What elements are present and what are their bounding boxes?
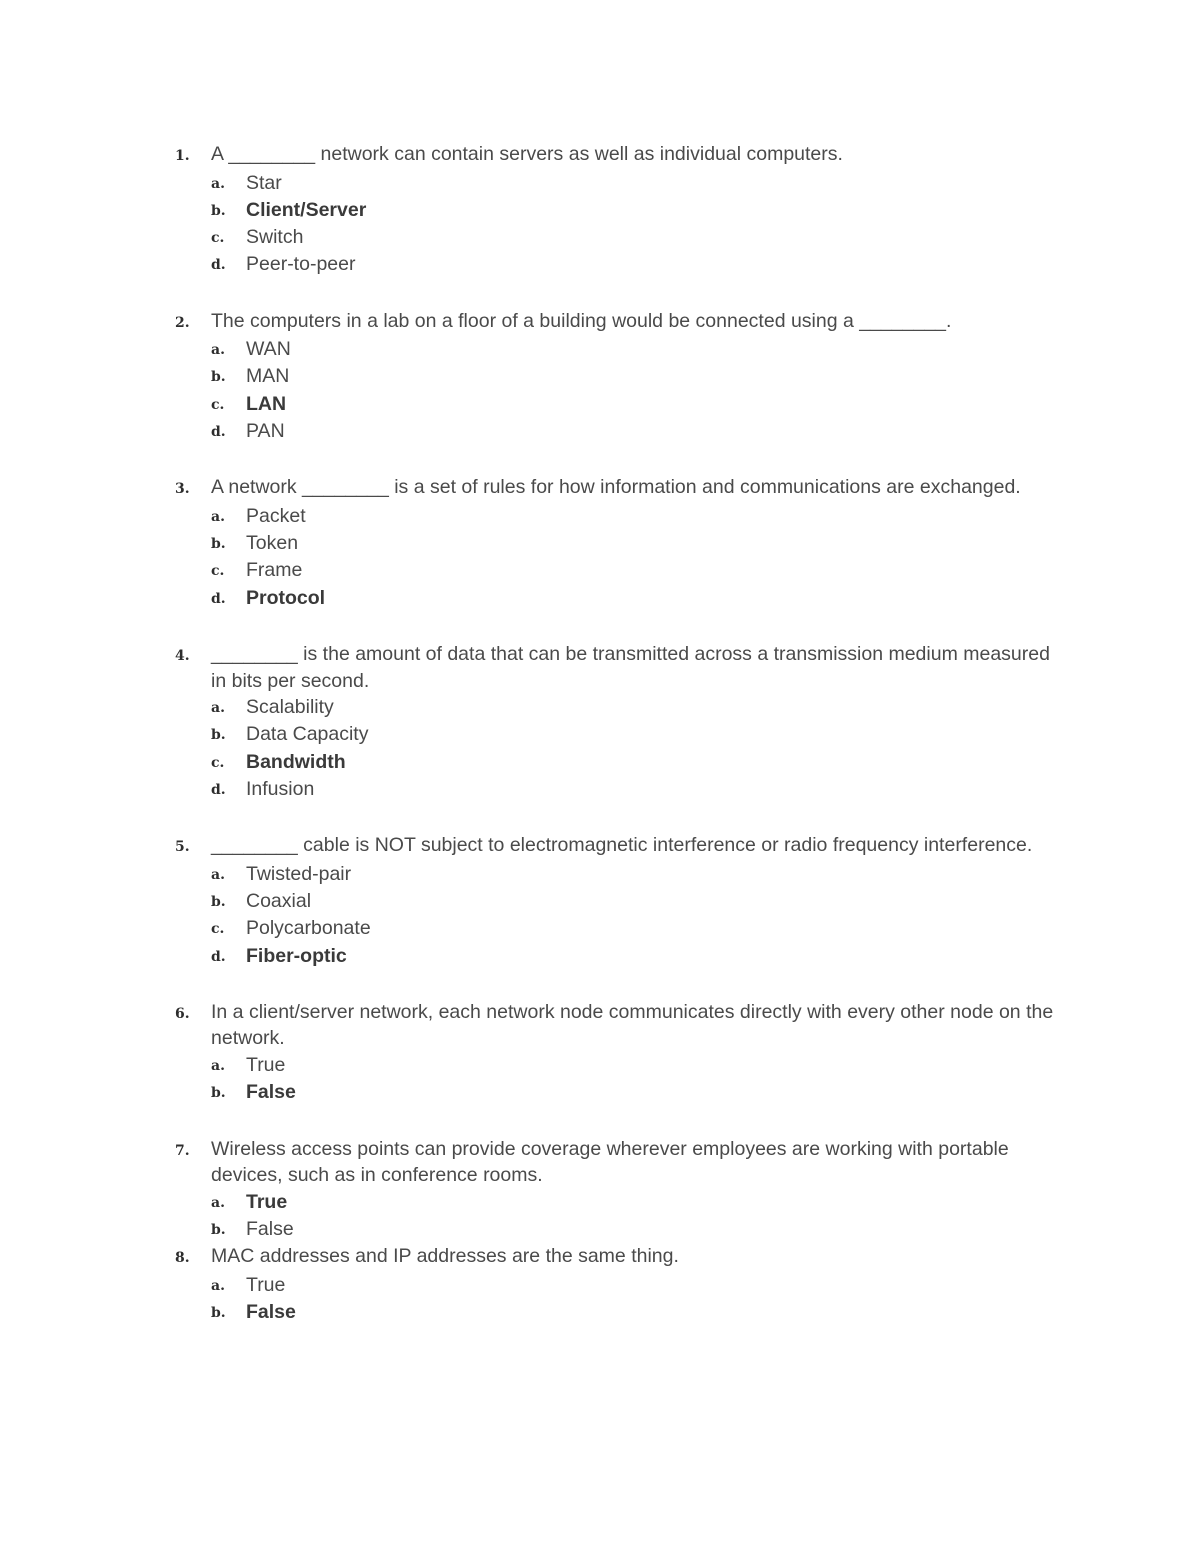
option-c [211,557,1075,584]
option-list [175,1272,1075,1327]
question-5 [175,832,1075,970]
option-text: Switch [246,226,304,249]
option-a [211,170,1075,197]
option-c [211,915,1075,942]
option-letter: b. [211,1085,226,1102]
option-text: True [246,1273,286,1296]
question-3 [175,474,1075,612]
option-b [211,530,1075,557]
option-list [175,861,1075,970]
question-text: ________ is the amount of data that can be transmitted across a transmission medium measured in bits per second. [211,643,1050,692]
question-number: 5. [175,839,190,856]
option-letter: c. [211,754,225,771]
option-text-correct: Client/Server [246,198,367,221]
option-list [175,1189,1075,1244]
question-text: A network ________ is a set of rules for how information and communications are exchanged. [211,476,1021,499]
quiz-list [175,141,1075,1326]
option-letter: d. [211,590,226,607]
option-text-correct: Protocol [246,586,326,609]
question-number: 8. [175,1250,190,1267]
option-text: Token [246,532,299,555]
option-list [175,694,1075,803]
question-text: ________ cable is NOT subject to electromagnetic interference or radio frequency interference. [211,834,1033,857]
option-text: Frame [246,559,303,582]
option-letter: d. [211,948,226,965]
option-d [211,943,1075,970]
option-letter: b. [211,894,226,911]
option-list [175,336,1075,445]
question-text: The computers in a lab on a floor of a building would be connected using a ________. [211,309,952,332]
option-letter: a. [211,508,225,525]
option-text: Star [246,171,282,194]
option-c [211,749,1075,776]
option-a [211,1052,1075,1079]
option-a [211,694,1075,721]
question-row [175,1243,1075,1272]
option-letter: c. [211,230,225,247]
option-b [211,1299,1075,1326]
option-text: Polycarbonate [246,917,371,940]
option-letter: b. [211,1221,226,1238]
option-letter: b. [211,727,226,744]
question-row [175,1136,1075,1189]
question-row [175,641,1075,694]
option-letter: b. [211,202,226,219]
question-2 [175,308,1075,446]
question-1 [175,141,1075,279]
option-letter: c. [211,921,225,938]
option-text: Twisted-pair [246,862,352,885]
option-letter: d. [211,424,226,441]
question-row [175,141,1075,170]
option-d [211,585,1075,612]
question-row [175,308,1075,337]
option-list [175,170,1075,279]
option-letter: d. [211,257,226,274]
question-6 [175,999,1075,1107]
option-a [211,1189,1075,1216]
question-text: In a client/server network, each network node communicates directly with every other node on the network. [211,1000,1054,1050]
option-text: True [246,1053,286,1076]
option-b [211,1079,1075,1106]
option-text: PAN [246,420,285,443]
option-text: Packet [246,504,306,527]
option-letter: a. [211,342,225,359]
question-8 [175,1243,1075,1326]
option-letter: b. [211,536,226,553]
option-b [211,197,1075,224]
question-row [175,474,1075,503]
option-letter: c. [211,563,225,580]
option-text-correct: LAN [246,392,287,415]
option-text: WAN [246,338,291,361]
question-row [175,999,1075,1052]
option-text-correct: True [246,1190,288,1213]
option-letter: a. [211,866,225,883]
option-d [211,251,1075,278]
question-number: 6. [175,1005,190,1022]
option-text-correct: False [246,1300,296,1323]
option-list [175,1052,1075,1107]
option-text: Infusion [246,777,315,800]
option-text: MAN [246,365,290,388]
option-a [211,503,1075,530]
option-text: Coaxial [246,890,312,913]
option-list [175,503,1075,612]
question-text: A ________ network can contain servers as well as individual computers. [211,143,843,165]
option-c [211,224,1075,251]
question-4 [175,641,1075,803]
option-text: Scalability [246,696,334,719]
option-text: Data Capacity [246,723,369,746]
question-number: 1. [175,148,190,164]
question-number: 2. [175,314,190,331]
option-letter: a. [211,1277,225,1294]
option-letter: a. [211,700,225,717]
option-letter: c. [211,396,225,413]
question-number: 4. [175,648,190,665]
option-b [211,1216,1075,1243]
option-text-correct: False [246,1081,296,1104]
question-row [175,832,1075,861]
option-a [211,336,1075,363]
option-b [211,888,1075,915]
question-number: 7. [175,1142,190,1159]
option-text-correct: Bandwidth [246,750,346,773]
option-c [211,391,1075,418]
option-letter: a. [211,175,225,192]
option-letter: d. [211,781,226,798]
option-text: False [246,1217,294,1240]
question-7 [175,1136,1075,1244]
question-text: MAC addresses and IP addresses are the same thing. [211,1245,679,1268]
question-number: 3. [175,481,190,498]
option-letter: a. [211,1194,225,1211]
option-text: Peer-to-peer [246,253,356,276]
option-text-correct: Fiber-optic [246,944,347,967]
option-b [211,363,1075,390]
option-d [211,418,1075,445]
question-text: Wireless access points can provide coverage wherever employees are working with portable devices, such as in conference rooms. [211,1137,1009,1187]
option-letter: b. [211,369,226,386]
option-letter: a. [211,1057,225,1074]
option-a [211,861,1075,888]
option-b [211,721,1075,748]
option-letter: b. [211,1304,226,1321]
option-a [211,1272,1075,1299]
option-d [211,776,1075,803]
